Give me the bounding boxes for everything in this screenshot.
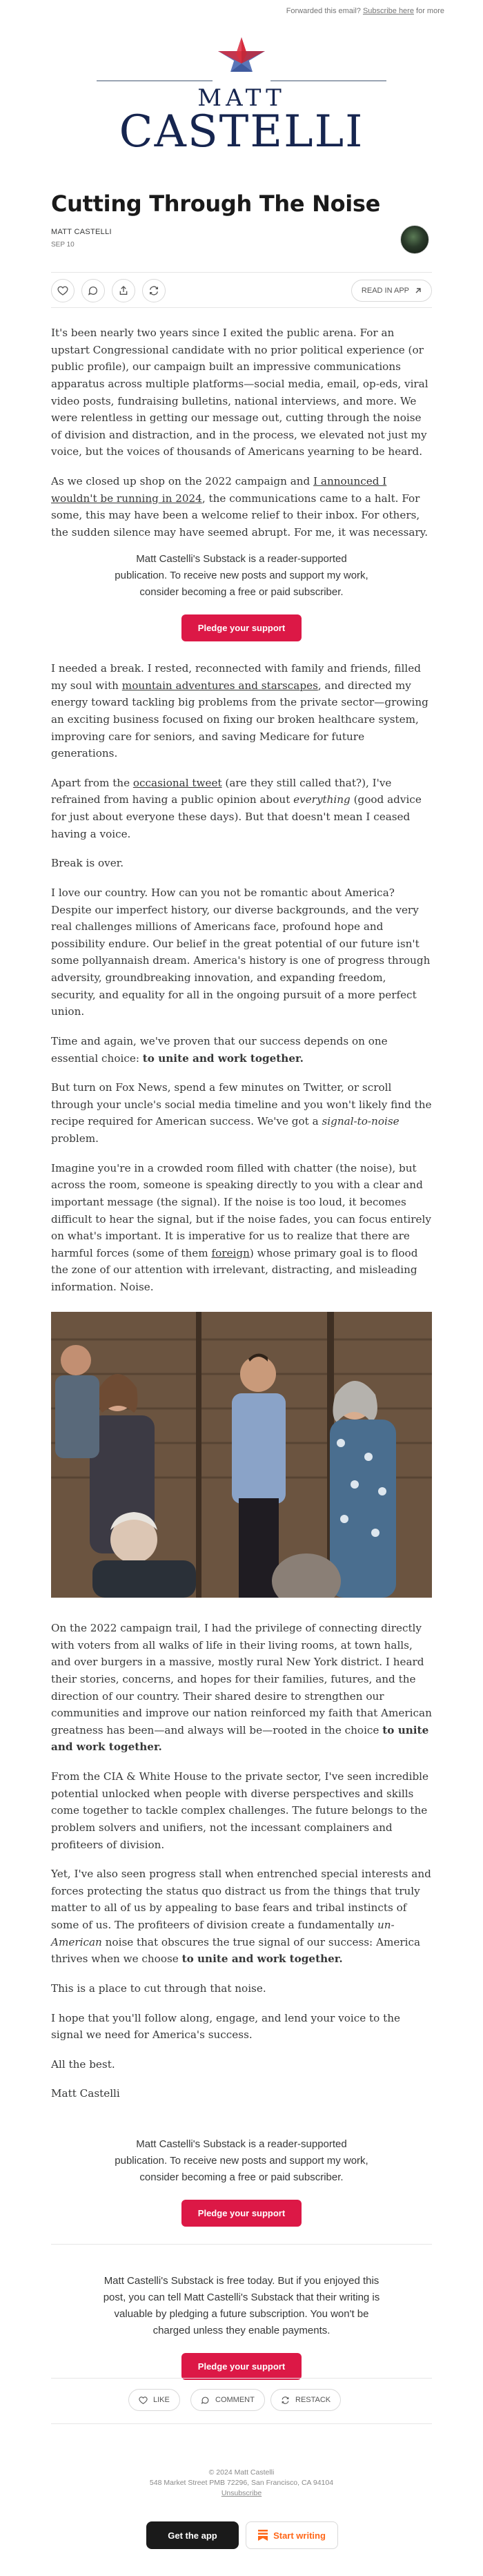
get-app-button[interactable] <box>146 2521 239 2549</box>
article-body-part1 <box>51 325 432 554</box>
comment-icon <box>201 2396 210 2405</box>
paragraph: I love our country. How can you not be romantic about America? Despite our imperfect history, our diverse backgrounds, and the very real challenges millions of Americans face, profound hope and possibility endure. Our belief in the great potential of our future isn't some pollyannaish dream. America's history is one of progress through adversity, groundbreaking innovation, and expanding freedom, security, and equality for all in the ongoing pursuit of a more perfect union. <box>51 886 431 1018</box>
free-note-text: Matt Castelli's Substack is free today. But if you enjoyed this post, you can tell Matt Castelli's Substack that their writing is valuable by pledging a future subscription. You won't be charged unless they enable payments. <box>103 2275 380 2336</box>
foreign-link[interactable]: foreign <box>211 1246 250 1259</box>
read-in-app-label: READ IN APP <box>361 287 409 295</box>
post-date: SEP 10 <box>51 241 75 249</box>
paragraph: Imagine you're in a crowded room filled with chatter (the noise), but across the room, someone is speaking directly to you with a clear and important message (the signal). If the noise is too loud, it becomes difficult to hear the signal, but if the noise fades, you can focus entirely on what's important. It is imperative for us to realize that there are harmful forces (some of them foreign) whose primary goal is to flood the zone of our attention with irrelevant, distracting, and misleading information. Noise. <box>51 1161 431 1293</box>
publication-logo[interactable] <box>97 30 386 162</box>
read-in-app-button[interactable] <box>351 280 432 302</box>
subscribe-widget-top <box>51 551 432 641</box>
get-app-label: Get the app <box>168 2530 217 2541</box>
start-writing-label: Start writing <box>273 2530 326 2541</box>
paragraph: Yet, I've also seen progress stall when entrenched special interests and forces protecting the status quo distract us from the things that truly matter to all of us by appealing to base fears and tribal instincts of some of us. The profiteers of division create a fundamentally un-American noise that obscures the true signal of our success: America thrives when we choose to unite and work together. <box>51 1868 431 1966</box>
article-body-part2 <box>51 660 432 1308</box>
restack-button[interactable] <box>142 279 166 302</box>
author-avatar[interactable] <box>400 225 429 254</box>
star-icon <box>97 30 386 86</box>
subscribe-text: Matt Castelli's Substack is a reader-supported publication. To receive new posts and support my work, consider becoming a free or paid subscriber. <box>115 2138 368 2183</box>
logo-rule-right <box>270 80 386 81</box>
pledge-support-button[interactable]: Pledge your support <box>181 2353 302 2380</box>
article-body-part3 <box>51 1620 432 2115</box>
paragraph: From the CIA & White House to the private sector, I've seen incredible potential unlocked when people with diverse perspectives and skills come together to tackle complex challenges. The future belongs to the problem solvers and unifiers, not the incessant complainers and profiteers of division. <box>51 1770 429 1851</box>
logo-last-name: CASTELLI <box>119 106 364 157</box>
restack-icon <box>148 285 159 296</box>
comment-label: COMMENT <box>215 2396 255 2404</box>
divider <box>51 2244 432 2245</box>
post-author[interactable]: MATT CASTELLI <box>51 228 112 236</box>
substack-icon <box>258 2530 268 2541</box>
paragraph: Break is over. <box>51 857 124 870</box>
campaign-photo-illustration <box>51 1312 432 1598</box>
paragraph: I needed a break. I rested, reconnected with family and friends, filled my soul with mountain adventures and starscapes, and directed my energy toward tackling big problems from the private sector—growing an exciting business focused on fixing our broken healthcare system, improving care for seniors, and saving Medicare for future generations. <box>51 662 428 760</box>
subscribe-widget-bottom <box>51 2136 432 2227</box>
footer <box>0 2468 483 2499</box>
heart-icon <box>139 2396 148 2405</box>
campaign-photo[interactable] <box>51 1312 432 1598</box>
mountain-adventures-link[interactable]: mountain adventures and starscapes <box>121 679 318 692</box>
unsubscribe-link[interactable]: Unsubscribe <box>221 2489 262 2498</box>
like-label: LIKE <box>153 2396 170 2404</box>
comment-pill-button[interactable] <box>190 2389 265 2411</box>
paragraph: Time and again, we've proven that our success depends on one essential choice: to unite and work together. <box>51 1034 388 1065</box>
paragraph: But turn on Fox News, spend a few minutes on Twitter, or scroll through your uncle's social media timeline and you won't likely find the recipe required for American success. We've got a signal-to-noise problem. <box>51 1081 432 1145</box>
pledge-support-button[interactable]: Pledge your support <box>181 614 302 641</box>
announcement-link[interactable]: I announced I wouldn't be running in 2024 <box>51 475 387 505</box>
like-pill-button[interactable] <box>128 2389 180 2411</box>
divider <box>51 2378 432 2379</box>
paragraph: All the best. <box>51 2057 115 2071</box>
comment-button[interactable] <box>81 279 105 302</box>
logo-first-name: MATT <box>197 84 286 112</box>
like-button[interactable] <box>51 279 75 302</box>
forwarded-suffix: for more <box>416 7 444 15</box>
restack-pill-button[interactable] <box>270 2389 341 2411</box>
forwarded-text: Forwarded this email? <box>286 7 361 15</box>
paragraph: I hope that you'll follow along, engage, and lend your voice to the signal we need for America's success. <box>51 2011 400 2042</box>
heart-icon <box>57 285 68 296</box>
subscribe-link[interactable]: Subscribe here <box>362 7 414 15</box>
external-arrow-icon <box>415 287 422 294</box>
address: 548 Market Street PMB 72296, San Francisco, CA 94104 <box>149 2479 334 2488</box>
paragraph: Matt Castelli <box>51 2087 120 2100</box>
restack-icon <box>281 2396 290 2405</box>
share-button[interactable] <box>112 279 135 302</box>
occasional-tweet-link[interactable]: occasional tweet <box>132 776 222 789</box>
free-subscription-note <box>51 2273 432 2380</box>
pledge-support-button[interactable]: Pledge your support <box>181 2200 302 2227</box>
paragraph: On the 2022 campaign trail, I had the privilege of connecting directly with voters from all walks of life in their living rooms, at town halls, and over burgers in a massive, mostly rural New York district. I heard their stories, concerns, and hopes for their families, futures, and the direction of our country. Their shared desire to strengthen our communities and improve our nation reinforced my faith that American greatness has been—and always will be—rooted in the choice to unite and work together. <box>51 1622 432 1754</box>
paragraph: As we closed up shop on the 2022 campaign and I announced I wouldn't be running in 2024, the communications came to a halt. For some, this may have been a welcome relief to their inbox. For others, the sudden silence may have seemed abrupt. For me, it was necessary. <box>51 475 428 539</box>
post-action-bar <box>51 272 432 308</box>
copyright: © 2024 Matt Castelli <box>208 2468 275 2477</box>
post-title[interactable]: Cutting Through The Noise <box>51 191 381 217</box>
divider <box>51 2423 432 2424</box>
restack-label: RESTACK <box>295 2396 331 2404</box>
subscribe-text: Matt Castelli's Substack is a reader-supported publication. To receive new posts and support my work, consider becoming a free or paid subscriber. <box>115 553 368 598</box>
paragraph: Apart from the occasional tweet (are they still called that?), I've refrained from having a public opinion about everything (good advice for just about everyone these days). But that doesn't mean I ceased having a voice. <box>51 776 422 840</box>
paragraph: It's been nearly two years since I exited the public arena. For an upstart Congressional candidate with no prior political experience (or public profile), our campaign built an impressive communications apparatus across multiple platforms—social media, email, op-eds, viral video posts, fundraising bulletins, national interviews, and more. We were relentless in getting our message out, cutting through the noise of division and distraction, and in the process, we elevated not just my voice, but the voices of thousands of Americans yearning to be heard. <box>51 327 428 458</box>
paragraph: This is a place to cut through that noise. <box>51 1982 266 1995</box>
comment-icon <box>88 285 99 296</box>
share-icon <box>118 285 129 296</box>
start-writing-button[interactable] <box>246 2521 338 2549</box>
forwarded-note <box>286 7 444 15</box>
logo-rule-left <box>97 80 213 81</box>
